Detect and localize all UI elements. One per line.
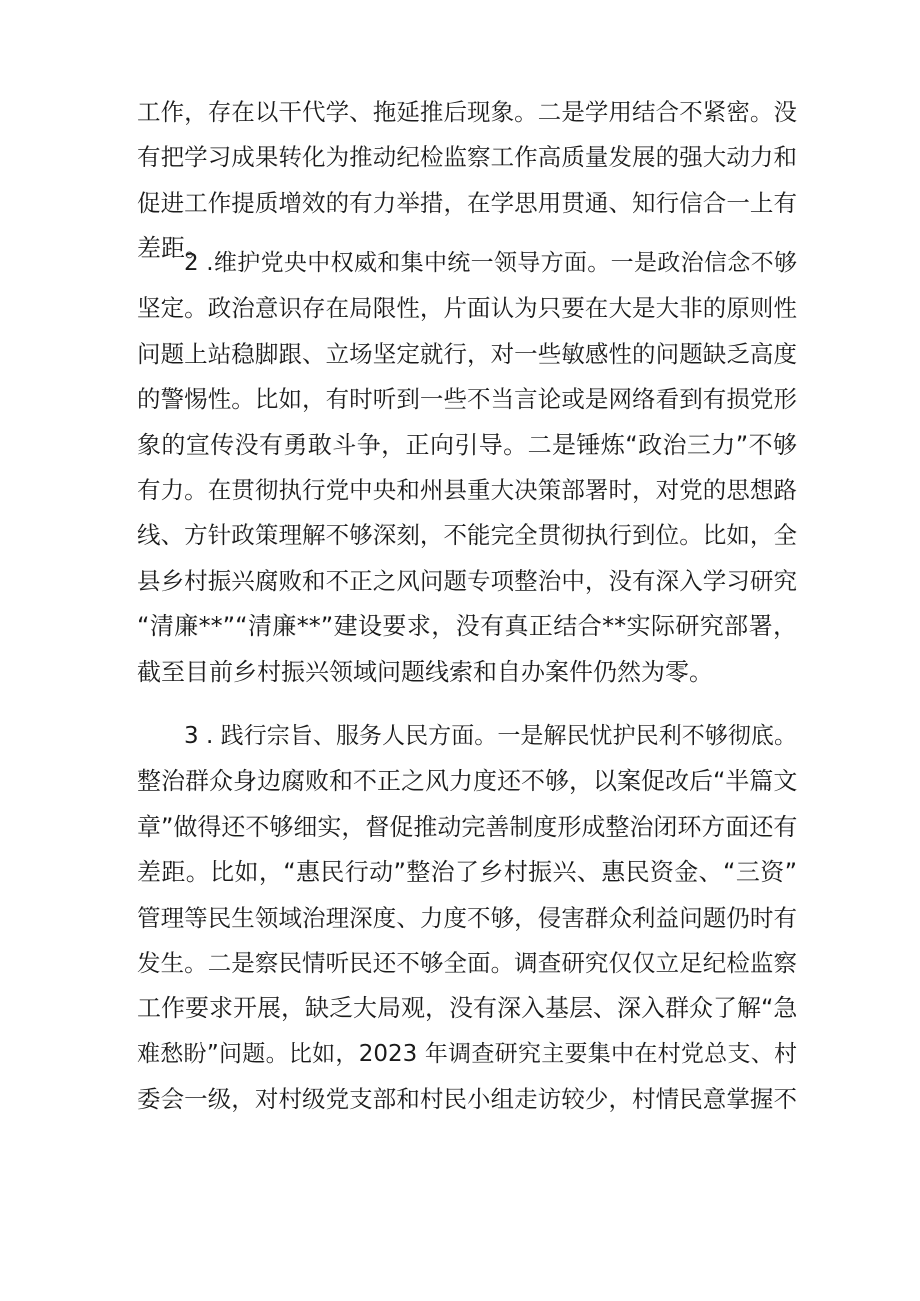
text-line: 工作，存在以干代学、拖延推后现象。二是学用结合不紧密。没 <box>137 98 797 126</box>
text-line: 有把学习成果转化为推动纪检监察工作高质量发展的强大动力和 <box>137 143 797 172</box>
text-line: 坚定。政治意识存在局限性，片面认为只要在大是大非的原则性 <box>137 294 797 323</box>
text-line: 难愁盼”问题。比如，2023 年调查研究主要集中在村党总支、村 <box>137 1040 797 1067</box>
paragraph-3 <box>137 714 797 1123</box>
text-line: 差距。比如，“惠民行动”整治了乡村振兴、惠民资金、“三资” <box>137 858 797 887</box>
text-line: 管理等民生领域治理深度、力度不够，侵害群众利益问题仍时有 <box>137 903 797 932</box>
text-line: 章”做得还不够细实，督促推动完善制度形成整治闭环方面还有 <box>137 812 798 841</box>
text-line: 2 .维护党央中权威和集中统一领导方面。一是政治信念不够 <box>184 250 797 276</box>
text-line: 促进工作提质增效的有力举措，在学思用贯通、知行信合一上有 <box>137 188 797 217</box>
text-line: 象的宣传没有勇敢斗争，正向引导。二是锤炼“政治三力”不够 <box>137 430 797 459</box>
paragraph-2 <box>137 241 797 695</box>
text-line: 差距。 <box>137 234 209 263</box>
text-line: 问题上站稳脚跟、立场坚定就行，对一些敏感性的问题缺乏高度 <box>137 339 797 368</box>
text-line: 3 . 践行宗旨、服务人民方面。一是解民忧护民利不够彻底。 <box>184 723 797 749</box>
text-line: 的警惕性。比如，有时听到一些不当言论或是网络看到有损党形 <box>137 385 797 414</box>
text-line: 县乡村振兴腐败和不正之风问题专项整治中，没有深入学习研究 <box>137 566 797 595</box>
text-line: 线、方针政策理解不够深刻，不能完全贯彻执行到位。比如，全 <box>137 521 797 550</box>
text-line: “清廉**”“清廉**”建设要求，没有真正结合**实际研究部署， <box>137 612 797 641</box>
text-line: 有力。在贯彻执行党中央和州县重大决策部署时，对党的思想路 <box>137 475 797 504</box>
text-line: 整治群众身边腐败和不正之风力度还不够，以案促改后“半篇文 <box>137 767 798 796</box>
text-line: 工作要求开展，缺乏大局观，没有深入基层、深入群众了解“急 <box>137 994 798 1023</box>
text-line: 发生。二是察民情听民还不够全面。调查研究仅仅立足纪检监察 <box>137 948 797 977</box>
text-line: 截至目前乡村振兴领域问题线索和自办案件仍然为零。 <box>137 657 713 686</box>
text-line: 委会一级，对村级党支部和村民小组走访较少，村情民意掌握不 <box>137 1085 797 1114</box>
